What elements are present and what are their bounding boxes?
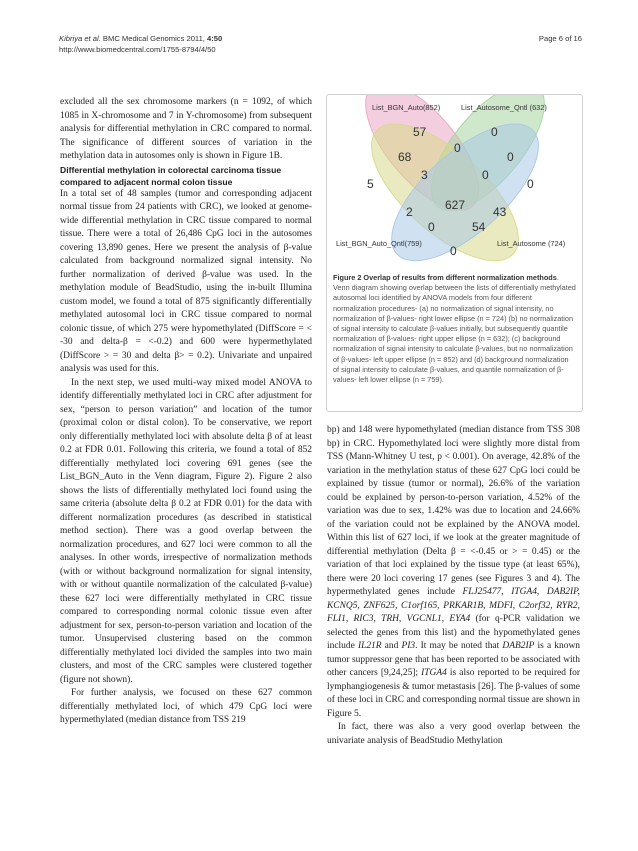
venn-label-autosome: List_Autosome (724) xyxy=(497,239,566,248)
left-column xyxy=(60,96,312,728)
venn-count: 0 xyxy=(507,150,514,164)
text-run: is also reported to be required for lymphangiogenesis & tumor metastasis [26]. The β-values of some of these loci in CRC and corresponding normal tissue are shown in Figure 5. xyxy=(327,668,581,719)
citation-journal: BMC Medical Genomics 2011, xyxy=(102,34,205,43)
citation-authors: Kibriya et al. xyxy=(59,34,101,43)
venn-count: 43 xyxy=(493,205,507,219)
gene-name: DAB2IP xyxy=(502,641,535,651)
venn-count: 0 xyxy=(428,220,435,234)
gene-name: ITGA4 xyxy=(421,668,447,678)
venn-count: 54 xyxy=(472,220,486,234)
paragraph: For further analysis, we focused on these 627 common differentially methylated loci, of which 479 CpG loci were hypermethylated (median distance from TSS 219 xyxy=(60,688,312,725)
paragraph xyxy=(327,424,580,721)
venn-diagram xyxy=(327,95,582,275)
running-header-citation xyxy=(59,33,222,55)
figure-caption-text: . Venn diagram showing overlap between the lists of differentially methylated autosomal loci identified by ANOVA models from four different normalization procedures- (a) no normalization of signal intensity, no normalization of β-values- right lower ellipse (n = 724) (b) no normalization of signal intensity to calculate β-values initially, but subsequently quantile normalization of β-values- right upper ellipse (n = 632); (c) background normalization of signal intensity to calculate β-values, but no normalization of β-values- left upper ellipse (n = 852) and (d) background normalization of signal intensity to calculate β-values, and quantile normalization of β-values- left lower ellipse (n = 759). xyxy=(333,273,576,385)
venn-count: 68 xyxy=(398,150,412,164)
gene-list-hyper: FLJ25477, ITGA4, DAB2IP, KCNQ5, ZNF625, C1orf165, PRKAR1B, MDFI, C2orf32, RYR2, FLI1, RIC3, TRH, VGCNL1, EYA4 xyxy=(327,587,580,624)
gene-name: PI3 xyxy=(401,641,416,651)
venn-count: 0 xyxy=(454,141,461,155)
section-title: Differential methylation in colorectal carcinoma tissue compared to adjacent normal colon tissue xyxy=(60,164,282,187)
page-number: Page 6 of 16 xyxy=(538,34,582,43)
venn-count: 2 xyxy=(406,205,413,219)
venn-label-bgn-auto: List_BGN_Auto(852) xyxy=(372,103,441,112)
venn-count: 5 xyxy=(367,177,374,191)
figure-caption-title: Figure 2 Overlap of results from different normalization methods xyxy=(333,273,557,282)
venn-count: 3 xyxy=(421,168,428,182)
venn-count: 57 xyxy=(413,125,427,139)
text-run: (for q-PCR validation we selected the genes from this list) and the hypomethylated genes include xyxy=(327,614,580,651)
right-column xyxy=(327,424,580,748)
text-run: is a known tumor suppressor gene that has been reported to be associated with other cancers [9,24,25]; xyxy=(327,641,580,678)
citation-volume: 4:50 xyxy=(207,34,223,43)
figure-caption xyxy=(333,273,576,385)
paragraph: In the next step, we used multi-way mixed model ANOVA to identify differentially methylated loci in CRC after adjustment for sex, “person to person variation” and location of the tumor (proximal colon or distal colon). To be conservative, we report only differentially methylated loci with absolute delta β of at least 0.2 at FDR 0.01. Following this criteria, we found a total of 852 differentially methylated loci covering 691 genes (see the List_BGN_Auto in the Venn diagram, Figure 2). Figure 2 also shows the lists of differentially methylated loci found using the same criteria (absolute delta β 0.2 at FDR 0.01) for the data with different normalization procedures (as described in statistical method section). There was a good overlap between the normalization procedures, and 627 loci were common to all the analyses. In other words, irrespective of normalization methods (with or without background normalization for signal intensity, with or without quantile normalization of the calculated β-value) these 627 loci were differentially methylated in CRC tissue compared to corresponding normal colonic tissue even after adjustment for sex, person-to-person variation and location of the tumor. Unsupervised clustering based on the common differentially methylated loci divided the samples into two main clusters, and most of the CRC samples were clustered together (figure not shown). xyxy=(60,377,312,685)
venn-count: 0 xyxy=(527,177,534,191)
venn-label-bgn-auto-qntl: List_BGN_Auto_Qntl(759) xyxy=(336,239,422,248)
venn-label-autosome-qntl: List_Autosome_Qntl (632) xyxy=(461,103,547,112)
paragraph: In fact, there was also a very good overlap between the univariate analysis of BeadStudio Methylation xyxy=(327,722,580,746)
venn-count-all: 627 xyxy=(445,198,466,212)
paragraph: In a total set of 48 samples (tumor and corresponding adjacent normal tissue from 24 patients with CRC), we looked at genome-wide differential methylation in CRC tissue compared to normal tissue. There were a total of 26,486 CpG loci in the autosomes covering 13,890 genes. Here we present the analysis of β-value calculated from background normalized signal intensity. No further normalization of derived β-value was used. In the methylation module of BeadStudio, using the in-built Illumina custom model, we found a total of 875 significantly differentially methylated autosomal loci in CRC tissue compared to normal colonic tissue, of which 275 were hypomethylated (DiffScore = < -30 and delta-β = <-0.2) and 600 were hypermethylated (DiffScore > = 30 and delta β> = 0.2). Univariate and unpaired analysis was used for this. xyxy=(60,188,312,374)
gene-name: IL21R xyxy=(357,641,382,651)
venn-count: 0 xyxy=(450,244,457,258)
venn-count: 0 xyxy=(491,125,498,139)
text-run: and xyxy=(381,641,402,651)
text-run: . It may be noted that xyxy=(415,641,503,651)
venn-count: 0 xyxy=(482,168,489,182)
text-run: bp) and 148 were hypomethylated (median distance from TSS 308 bp) in CRC. Hypomethylated loci were slightly more distal from TSS (Mann-Whitney U test, p < 0.001). On average, 42.8% of the variation in the methylation status of these 627 CpG loci could be explained by tissue (tumor or normal), 26.6% of the variation could be explained by person-to-person variation, 4.52% of the variation was due to sex, 1.42% was due to location and 24.66% of the variation could not be explained by the ANOVA model. Within this list of 627 loci, if we look at the greater magnitude of differential methylation (Delta β = <-0.45 or > = 0.45) or the variation of that loci explained by the tissue type (at least 65%), there were 20 loci covering 17 genes (see Figures 3 and 4). The hypermethylated genes include xyxy=(327,425,580,597)
paragraph: excluded all the sex chromosome markers (n = 1092, of which 1085 in X-chromosome and 7 in Y-chromosome) from subsequent analysis for differential methylation in CRC compared to normal. The significance of different sources of variation in the methylation data in autosomes only is shown in Figure 1B. xyxy=(60,97,312,161)
article-url[interactable]: http://www.biomedcentral.com/1755-8794/4/50 xyxy=(59,45,216,54)
